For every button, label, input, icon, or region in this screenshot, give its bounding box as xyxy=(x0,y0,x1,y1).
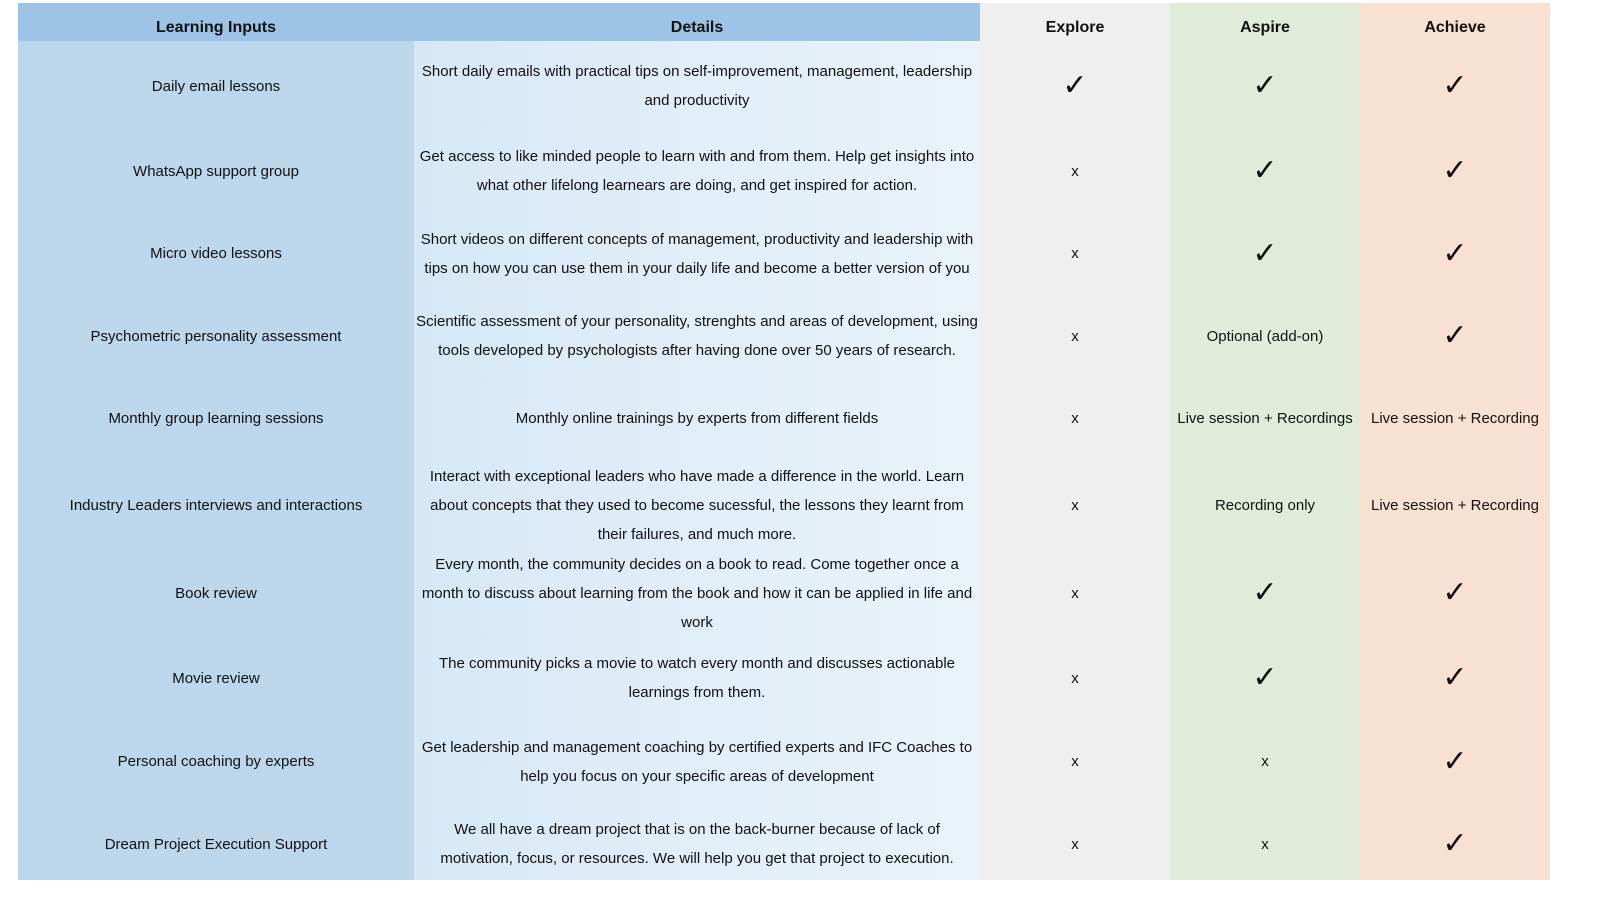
explore-cell-cross-mark: x xyxy=(1071,496,1079,514)
header-learning-inputs: Learning Inputs xyxy=(18,3,414,41)
table-row xyxy=(18,637,1550,719)
header-achieve: Achieve xyxy=(1424,19,1486,36)
explore-cell-cross-mark: x xyxy=(1071,669,1079,687)
achieve-cell: Live session + Recording xyxy=(1370,496,1539,514)
details-cell: Short daily emails with practical tips on self-improvement, management, leadership and productivity xyxy=(421,63,973,109)
details-cell: Short videos on different concepts of management, productivity and leadership with tips on how you can use them in your daily life and become a better version of you xyxy=(420,230,974,277)
explore-cell-cross-mark: x xyxy=(1071,410,1079,427)
learning-input-cell: Daily email lessons xyxy=(151,77,281,95)
aspire-cell-check-icon: ✓ xyxy=(1252,68,1278,103)
details-cell: Monthly online trainings by experts from different fields xyxy=(515,410,879,427)
aspire-cell-check-icon: ✓ xyxy=(1252,235,1278,271)
achieve-cell-check-icon: ✓ xyxy=(1442,660,1468,695)
details-cell: Get leadership and management coaching by certified experts and IFC Coaches to help you focus on your specific areas of development xyxy=(421,738,973,785)
achieve-cell-check-icon: ✓ xyxy=(1442,68,1468,103)
table-row xyxy=(18,296,1550,376)
learning-input-cell: Dream Project Execution Support xyxy=(104,835,328,853)
table-row xyxy=(18,131,1550,211)
details-cell: Interact with exceptional leaders who have made a difference in the world. Learn about concepts that they used to become sucessful, the lessons they learnt from their failures, and much more. xyxy=(429,467,965,543)
achieve-cell-check-icon: ✓ xyxy=(1442,826,1468,861)
details-cell: Get access to like minded people to learn with and from them. Help get insights into what other lifelong learnears are doing, and get inspired for action. xyxy=(419,148,975,194)
table-header xyxy=(18,3,1550,41)
learning-input-cell: WhatsApp support group xyxy=(133,162,299,180)
aspire-cell: Optional (add-on) xyxy=(1206,327,1324,345)
aspire-cell-check-icon: ✓ xyxy=(1252,660,1278,695)
aspire-cell: Recording only xyxy=(1214,496,1316,514)
achieve-cell-check-icon: ✓ xyxy=(1442,153,1468,188)
learning-input-cell: Micro video lessons xyxy=(150,245,282,262)
achieve-cell: Live session + Recording xyxy=(1370,410,1539,427)
explore-cell-cross-mark: x xyxy=(1071,245,1079,262)
explore-cell-cross-mark: x xyxy=(1071,162,1079,180)
achieve-cell-check-icon: ✓ xyxy=(1442,235,1468,271)
header-aspire: Aspire xyxy=(1240,19,1290,36)
learning-input-cell: Industry Leaders interviews and interactions xyxy=(69,496,363,514)
table-row xyxy=(18,376,1550,461)
table-row xyxy=(18,549,1550,637)
table-row xyxy=(18,211,1550,296)
table-row xyxy=(18,41,1550,131)
table-row xyxy=(18,719,1550,804)
learning-input-cell: Personal coaching by experts xyxy=(117,753,315,770)
details-cell: The community picks a movie to watch every month and discusses actionable learnings from them. xyxy=(438,655,956,701)
achieve-cell-check-icon: ✓ xyxy=(1442,318,1468,353)
aspire-cell-cross-mark: x xyxy=(1261,835,1269,853)
details-cell: Every month, the community decides on a book to read. Come together once a month to discuss about learning from the book and how it can be applied in life and work xyxy=(421,555,973,631)
achieve-cell-check-icon: ✓ xyxy=(1442,743,1468,779)
explore-cell-cross-mark: x xyxy=(1071,327,1079,345)
aspire-cell-check-icon: ✓ xyxy=(1252,575,1278,610)
learning-input-cell: Book review xyxy=(175,584,257,602)
table-row xyxy=(18,804,1550,884)
table-row xyxy=(18,461,1550,549)
explore-cell-cross-mark: x xyxy=(1071,753,1079,770)
explore-cell-cross-mark: x xyxy=(1071,584,1079,602)
aspire-cell-cross-mark: x xyxy=(1261,753,1269,770)
learning-input-cell: Movie review xyxy=(172,669,260,687)
aspire-cell: Live session + Recordings xyxy=(1177,410,1353,427)
header-details: Details xyxy=(414,3,980,41)
explore-cell-cross-mark: x xyxy=(1071,835,1079,853)
aspire-cell-check-icon: ✓ xyxy=(1252,153,1278,188)
header-explore: Explore xyxy=(1045,19,1105,36)
explore-cell-check-icon: ✓ xyxy=(1062,68,1088,103)
learning-input-cell: Psychometric personality assessment xyxy=(90,327,342,345)
comparison-table xyxy=(18,3,1580,880)
learning-input-cell: Monthly group learning sessions xyxy=(108,410,324,427)
details-cell: Scientific assessment of your personality, strenghts and areas of development, using tools developed by psychologists after having done over 50 years of research. xyxy=(416,313,978,359)
achieve-cell-check-icon: ✓ xyxy=(1442,575,1468,610)
details-cell: We all have a dream project that is on the back-burner because of lack of motivation, focus, or resources. We will help you get that project to execution. xyxy=(440,821,954,867)
